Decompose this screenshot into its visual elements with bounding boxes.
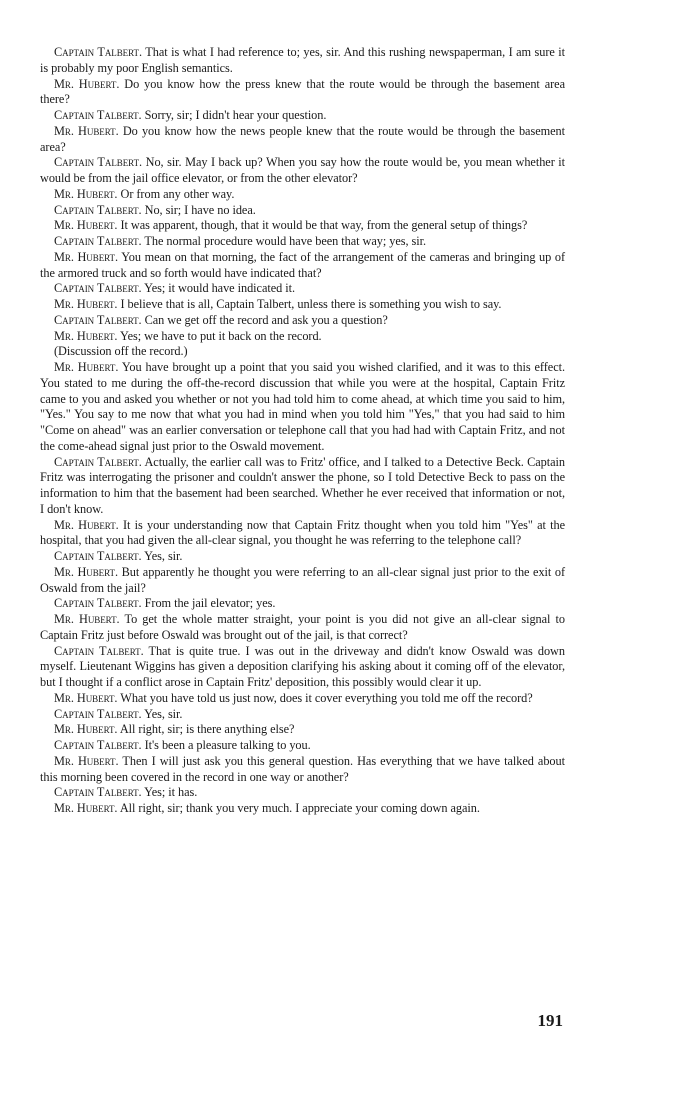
transcript-paragraph <box>40 187 565 203</box>
testimony-text: All right, sir; is there anything else? <box>119 722 295 737</box>
speaker-label: Captain Talbert. <box>54 706 142 721</box>
transcript-paragraph <box>40 77 565 109</box>
testimony-text: That is what I had reference to; yes, sir. And this rushing newspaperman, I am sure it is probably my poor English semantics. <box>40 45 565 75</box>
testimony-text: All right, sir; thank you very much. I appreciate your coming down again. <box>119 801 480 815</box>
speaker-label: Mr. Hubert. <box>54 218 118 233</box>
speaker-label: Captain Talbert. <box>54 454 142 469</box>
transcript-paragraph <box>40 785 565 801</box>
speaker-label: Mr. Hubert. <box>54 123 119 138</box>
speaker-label: Captain Talbert. <box>54 202 142 217</box>
transcript-paragraph <box>40 455 565 518</box>
testimony-text: What you have told us just now, does it cover everything you told me off the record? <box>120 690 533 705</box>
speaker-label: Mr. Hubert. <box>54 517 119 532</box>
speaker-label: Mr. Hubert. <box>54 186 118 201</box>
transcript-paragraph <box>40 218 565 234</box>
testimony-text: Yes; we have to put it back on the record. <box>120 328 322 343</box>
speaker-label: Captain Talbert. <box>54 155 143 170</box>
testimony-text: No, sir. May I back up? When you say how the route would be, you mean whether it would be from the jail office elevator, or from the other elevator? <box>40 155 566 185</box>
testimony-text: Sorry, sir; I didn't hear your question. <box>144 108 327 122</box>
transcript-paragraph <box>40 45 565 77</box>
testimony-text: The normal procedure would have been that way; yes, sir. <box>144 234 427 248</box>
transcript-paragraph <box>40 250 565 282</box>
testimony-text: Or from any other way. <box>120 186 235 201</box>
transcript-paragraph <box>40 234 565 250</box>
transcript-paragraph <box>40 108 565 124</box>
transcript-paragraph <box>40 203 565 219</box>
speaker-label: Mr. Hubert. <box>54 297 118 311</box>
testimony-text: To get the whole matter straight, your point is you did not give an all-clear signal to Captain Fritz just before Oswald was brought out of the jail, is that correct? <box>40 612 566 642</box>
transcript-paragraph <box>40 313 565 329</box>
testimony-text: From the jail elevator; yes. <box>144 596 276 611</box>
transcript-paragraph <box>40 691 565 707</box>
testimony-text: Yes; it has. <box>144 785 198 800</box>
speaker-label: Captain Talbert. <box>54 234 142 248</box>
speaker-label: Mr. Hubert. <box>54 801 118 815</box>
speaker-label: Mr. Hubert. <box>54 753 119 768</box>
transcript-paragraph <box>40 596 565 612</box>
testimony-text: Yes, sir. <box>144 706 183 721</box>
speaker-label: Captain Talbert. <box>54 596 142 611</box>
testimony-text: Do you know how the news people knew that the route would be through the basement area? <box>40 123 565 154</box>
speaker-label: Mr. Hubert. <box>54 249 119 264</box>
speaker-label: Mr. Hubert. <box>54 328 118 343</box>
stage-direction-text: (Discussion off the record.) <box>54 344 188 359</box>
page-number: 191 <box>537 1011 563 1030</box>
transcript-paragraph <box>40 329 565 345</box>
testimony-text: It's been a pleasure talking to you. <box>144 738 311 752</box>
stage-direction <box>40 344 565 360</box>
speaker-label: Captain Talbert. <box>54 785 142 800</box>
speaker-label: Captain Talbert. <box>54 738 142 752</box>
transcript-paragraph <box>40 518 565 550</box>
transcript-paragraph <box>40 155 565 187</box>
speaker-label: Captain Talbert. <box>54 643 144 658</box>
transcript-paragraph <box>40 612 565 644</box>
speaker-label: Captain Talbert. <box>54 549 142 563</box>
speaker-label: Captain Talbert. <box>54 312 142 327</box>
transcript-paragraph <box>40 801 565 817</box>
transcript-paragraph <box>40 644 565 691</box>
transcript-paragraph <box>40 297 565 313</box>
transcript-paragraph <box>40 281 565 297</box>
testimony-text: It was apparent, though, that it would be that way, from the general setup of things? <box>120 218 528 233</box>
speaker-label: Captain Talbert. <box>54 45 143 59</box>
speaker-label: Captain Talbert. <box>54 108 142 122</box>
transcript-paragraph <box>40 707 565 723</box>
testimony-text: But apparently he thought you were referring to an all-clear signal just prior to the exit of Oswald from the jail? <box>40 564 566 595</box>
transcript-paragraph <box>40 124 565 156</box>
speaker-label: Mr. Hubert. <box>54 722 118 737</box>
testimony-text: Yes, sir. <box>144 549 183 563</box>
transcript-paragraph <box>40 738 565 754</box>
transcript-body <box>40 45 565 817</box>
testimony-text: That is quite true. I was out in the driveway and didn't know Oswald was down myself. Lieutenant Wiggins has given a deposition clarifying his asking about it coming off of the elevator, but I thought if a conflict arose in Captain Fritz' deposition, this possibly would clear it up. <box>40 643 565 689</box>
speaker-label: Mr. Hubert. <box>54 360 119 374</box>
testimony-text: Do you know how the press knew that the route would be through the basement area there? <box>40 76 565 107</box>
testimony-text: You mean on that morning, the fact of the arrangement of the cameras and bringing up of the armored truck and so forth would have indicated that? <box>40 249 565 280</box>
speaker-label: Mr. Hubert. <box>54 612 120 626</box>
testimony-text: No, sir; I have no idea. <box>144 202 256 217</box>
speaker-label: Captain Talbert. <box>54 281 142 296</box>
testimony-text: You have brought up a point that you said you wished clarified, and it was to this effect. You stated to me during the off-the-record discussion that while you were at the hospital, Captain Fritz came to you and asked you whether or not you had told him to come ahead, at which time you said to him, "Yes." You say to me now that what you had in mind when you told him "Yes," that you had said to him "Come on ahead" was an earlier conversation or telephone call that you had had with Captain Fritz, and not the come-ahead signal just prior to the Oswald movement. <box>40 360 565 453</box>
testimony-text: Actually, the earlier call was to Fritz' office, and I talked to a Detective Beck. Captain Fritz was interrogating the prisoner and couldn't answer the phone, so I told Detective Beck to pass on the information to him that the basement had been searched. Whether he ever received that information or not, I don't know. <box>40 454 565 516</box>
speaker-label: Mr. Hubert. <box>54 564 119 579</box>
speaker-label: Mr. Hubert. <box>54 690 118 705</box>
testimony-text: Yes; it would have indicated it. <box>144 281 296 296</box>
transcript-paragraph <box>40 549 565 565</box>
testimony-text: Can we get off the record and ask you a question? <box>144 312 388 327</box>
testimony-text: I believe that is all, Captain Talbert, unless there is something you wish to say. <box>120 297 502 311</box>
transcript-paragraph <box>40 754 565 786</box>
speaker-label: Mr. Hubert. <box>54 76 120 91</box>
testimony-text: It is your understanding now that Captain Fritz thought when you told him "Yes" at the hospital, that you had given the all-clear signal, you thought he was referring to the telephone call? <box>40 517 565 548</box>
transcript-paragraph <box>40 722 565 738</box>
transcript-paragraph <box>40 565 565 597</box>
transcript-paragraph <box>40 360 565 455</box>
testimony-text: Then I will just ask you this general question. Has everything that we have talked about this morning been covered in the record in one way or another? <box>40 753 565 784</box>
